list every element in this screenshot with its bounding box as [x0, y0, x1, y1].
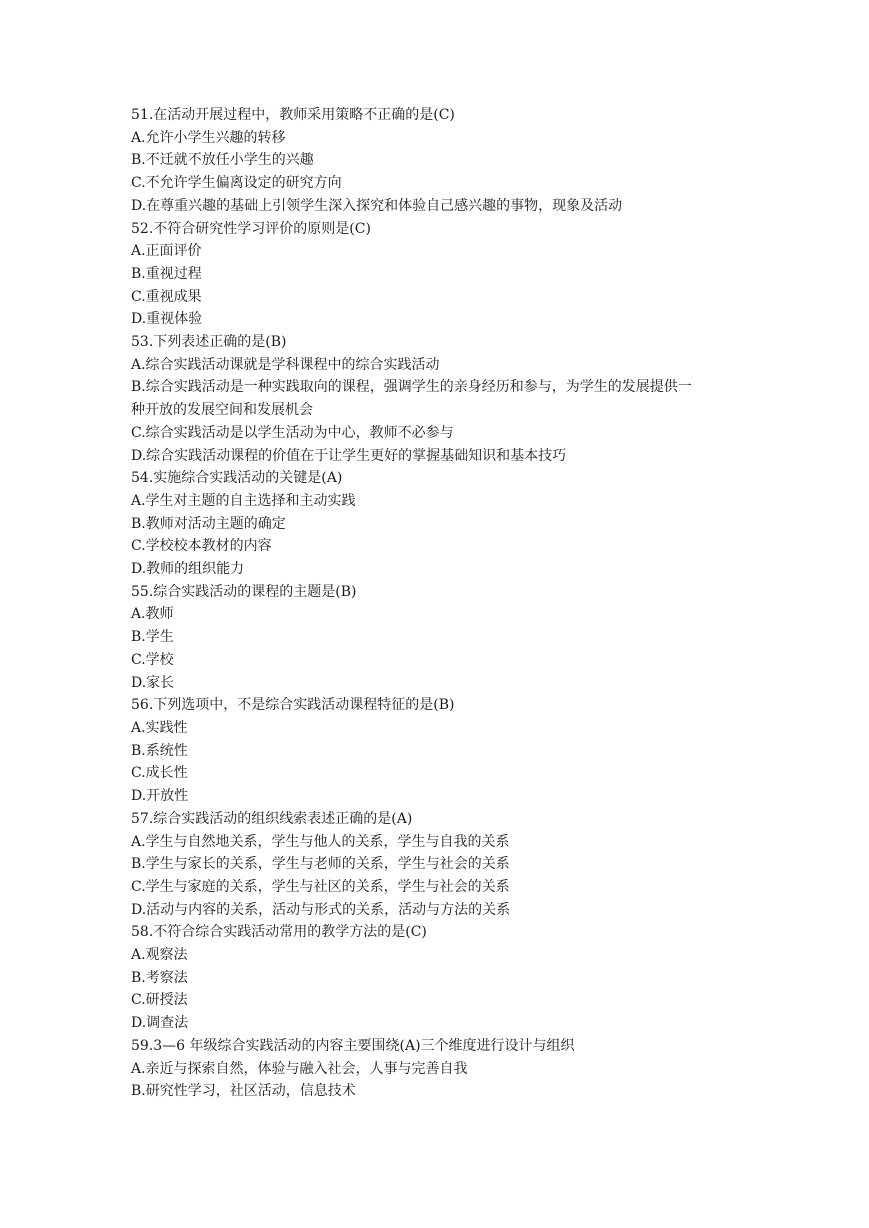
- option-54-c: C.学校校本教材的内容: [131, 538, 272, 555]
- option-52-c: C.重视成果: [131, 288, 202, 305]
- option-53-b-continued: 种开放的发展空间和发展机会: [131, 402, 313, 419]
- option-53-a: A.综合实践活动课就是学科课程中的综合实践活动: [131, 356, 440, 373]
- option-58-a: A.观察法: [131, 947, 188, 964]
- option-53-c: C.综合实践活动是以学生活动为中心，教师不必参与: [131, 424, 454, 441]
- option-51-a: A.允许小学生兴趣的转移: [131, 129, 286, 146]
- question-56: 56.下列选项中，不是综合实践活动课程特征的是(B): [131, 697, 455, 714]
- option-58-d: D.调查法: [131, 1015, 189, 1032]
- option-57-c: C.学生与家庭的关系，学生与社区的关系，学生与社会的关系: [131, 878, 510, 895]
- option-55-b: B.学生: [131, 629, 174, 646]
- option-57-a: A.学生与自然地关系，学生与他人的关系，学生与自我的关系: [131, 833, 510, 850]
- option-57-d: D.活动与内容的关系，活动与形式的关系，活动与方法的关系: [131, 901, 511, 918]
- option-52-a: A.正面评价: [131, 243, 202, 260]
- option-56-a: A.实践性: [131, 719, 188, 736]
- option-53-b: B.综合实践活动是一种实践取向的课程，强调学生的亲身经历和参与，为学生的发展提供一: [131, 379, 692, 396]
- option-51-c: C.不允许学生偏离设定的研究方向: [131, 175, 342, 192]
- option-56-d: D.开放性: [131, 788, 189, 805]
- question-55: 55.综合实践活动的课程的主题是(B): [131, 583, 357, 600]
- document-page: [131, 104, 741, 1103]
- question-57: 57.综合实践活动的组织线索表述正确的是(A): [131, 810, 413, 827]
- question-59: 59.3—6 年级综合实践活动的内容主要围绕(A)三个维度进行设计与组织: [131, 1037, 575, 1054]
- question-58: 58.不符合综合实践活动常用的教学方法的是(C): [131, 924, 427, 941]
- option-58-b: B.考察法: [131, 969, 188, 986]
- option-53-d: D.综合实践活动课程的价值在于让学生更好的掌握基础知识和基本技巧: [131, 447, 567, 464]
- option-54-d: D.教师的组织能力: [131, 561, 245, 578]
- option-56-c: C.成长性: [131, 765, 188, 782]
- question-52: 52.不符合研究性学习评价的原则是(C): [131, 220, 371, 237]
- option-55-a: A.教师: [131, 606, 174, 623]
- option-54-b: B.教师对活动主题的确定: [131, 515, 286, 532]
- option-55-d: D.家长: [131, 674, 175, 691]
- question-54: 54.实施综合实践活动的关键是(A): [131, 470, 343, 487]
- option-51-d: D.在尊重兴趣的基础上引领学生深入探究和体验自己感兴趣的事物，现象及活动: [131, 197, 623, 214]
- option-59-a: A.亲近与探索自然，体验与融入社会，人事与完善自我: [131, 1060, 468, 1077]
- question-51: 51.在活动开展过程中，教师采用策略不正确的是(C): [131, 107, 455, 123]
- option-57-b: B.学生与家长的关系，学生与老师的关系，学生与社会的关系: [131, 856, 510, 873]
- option-59-b: B.研究性学习，社区活动，信息技术: [131, 1083, 356, 1100]
- option-52-b: B.重视过程: [131, 265, 202, 282]
- question-53: 53.下列表述正确的是(B): [131, 334, 287, 351]
- option-58-c: C.研授法: [131, 992, 188, 1009]
- option-51-b: B.不迁就不放任小学生的兴趣: [131, 152, 314, 169]
- option-55-c: C.学校: [131, 651, 174, 668]
- option-52-d: D.重视体验: [131, 311, 203, 328]
- option-56-b: B.系统性: [131, 742, 188, 759]
- option-54-a: A.学生对主题的自主选择和主动实践: [131, 492, 356, 509]
